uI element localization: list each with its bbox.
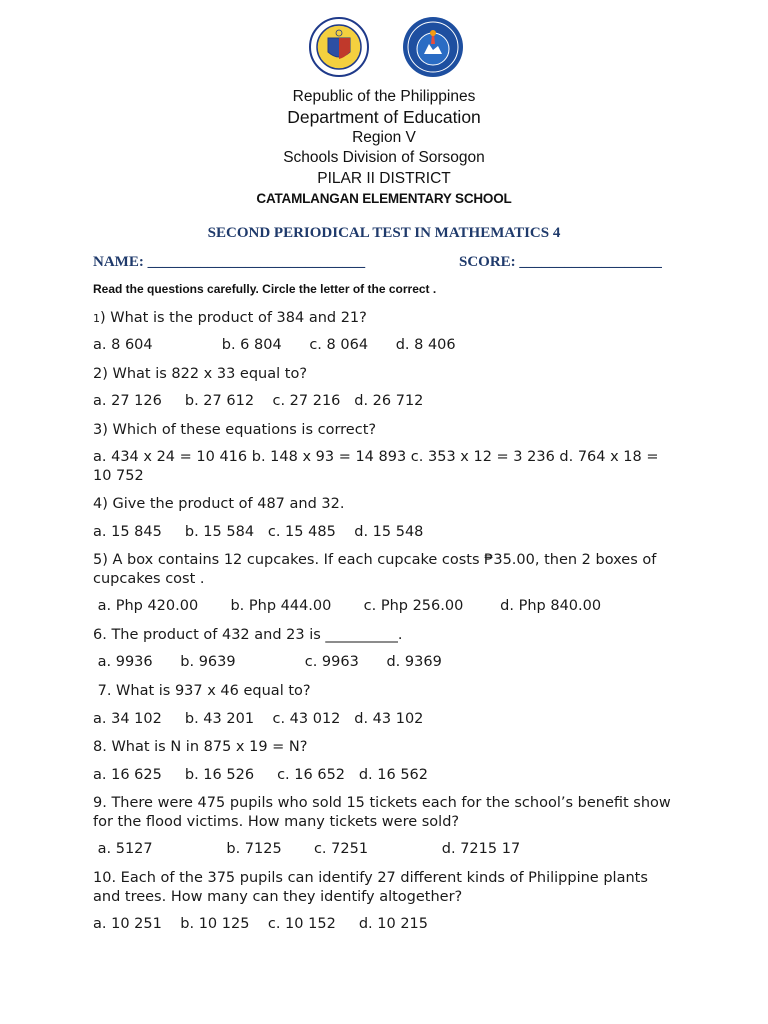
question-3: 3) Which of these equations is correct? — [93, 422, 377, 438]
score-field: SCORE: ___________________ — [459, 254, 662, 270]
header-region: Region V — [352, 129, 416, 146]
choices-10: a. 10 251 b. 10 125 c. 10 152 d. 10 215 — [93, 916, 429, 932]
instructions: Read the questions carefully. Circle the letter of the correct . — [93, 282, 437, 296]
choices-6: a. 9936 b. 9639 c. 9963 d. 9369 — [93, 654, 442, 670]
question-2: 2) What is 822 x 33 equal to? — [93, 366, 308, 382]
choices-7: a. 34 102 b. 43 201 c. 43 012 d. 43 102 — [93, 711, 424, 727]
question-10: 10. Each of the 375 pupils can identify 27 different kinds of Philippine plants and trees. How many can they identify altogether? — [93, 870, 648, 905]
question-number: 1 — [93, 312, 100, 325]
choices-2: a. 27 126 b. 27 612 c. 27 216 d. 26 712 — [93, 393, 424, 409]
choices-1: a. 8 604 b. 6 804 c. 8 064 d. 8 406 — [93, 337, 456, 353]
deped-seal-icon — [308, 16, 370, 78]
header-republic: Republic of the Philippines — [292, 88, 476, 105]
division-seal-icon — [402, 16, 464, 78]
test-title: SECOND PERIODICAL TEST IN MATHEMATICS 4 — [207, 225, 561, 241]
question-1 — [93, 309, 683, 329]
header-school: CATAMLANGAN ELEMENTARY SCHOOL — [256, 191, 512, 206]
choices-4: a. 15 845 b. 15 584 c. 15 485 d. 15 548 — [93, 524, 424, 540]
header-department: Department of Education — [287, 107, 481, 127]
header-division: Schools Division of Sorsogon — [283, 149, 485, 166]
choices-3: a. 434 x 24 = 10 416 b. 148 x 93 = 14 893 c. 353 x 12 = 3 236 d. 764 x 18 = 10 752 — [93, 449, 659, 484]
question-9: 9. There were 475 pupils who sold 15 tickets each for the school’s benefit show for the flood victims. How many tickets were sold? — [93, 795, 671, 830]
header-logos — [0, 16, 768, 76]
question-4: 4) Give the product of 487 and 32. — [93, 496, 345, 512]
question-7: 7. What is 937 x 46 equal to? — [93, 683, 311, 699]
question-8: 8. What is N in 875 x 19 = N? — [93, 739, 308, 755]
choices-8: a. 16 625 b. 16 526 c. 16 652 d. 16 562 — [93, 767, 429, 783]
choices-9: a. 5127 b. 7125 c. 7251 d. 7215 17 — [93, 841, 521, 857]
choices-5: a. Php 420.00 b. Php 444.00 c. Php 256.00 d. Php 840.00 — [93, 598, 602, 614]
name-field: NAME: _____________________________ — [93, 254, 366, 270]
question-text: ) What is the product of 384 and 21? — [100, 310, 367, 326]
question-5: 5) A box contains 12 cupcakes. If each cupcake costs ₱35.00, then 2 boxes of cupcakes cost . — [93, 552, 657, 587]
header-district: PILAR II DISTRICT — [317, 170, 451, 187]
question-6: 6. The product of 432 and 23 is __________. — [93, 627, 403, 643]
